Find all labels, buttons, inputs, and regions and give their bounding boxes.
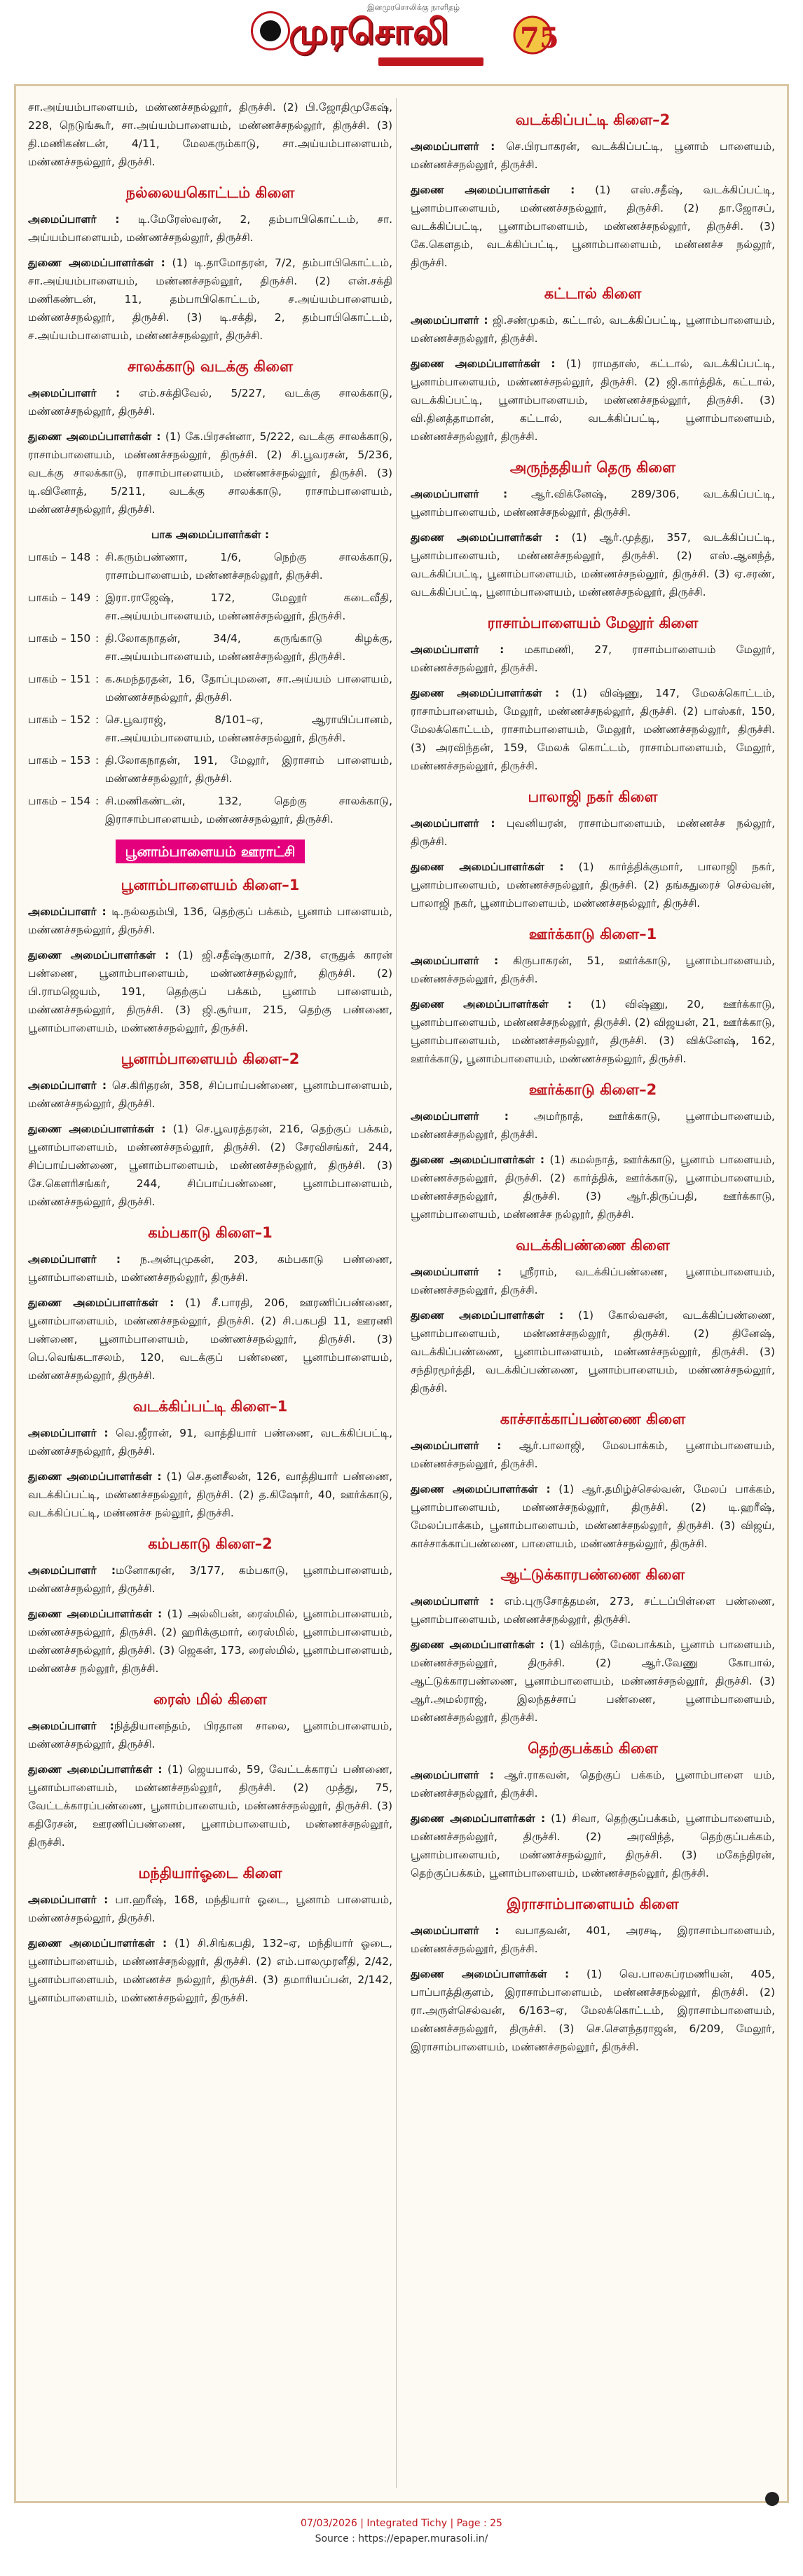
organizer-details: ஆர்.ராகவன், தெற்குப் பக்கம், பூனாம்பாளை யம், மண்ணச்சநல்லூர், திருச்சி. — [411, 1769, 775, 1800]
organizer-entry — [411, 1107, 775, 1144]
organizer-entry — [411, 1921, 775, 1958]
organizer-entry — [28, 1717, 392, 1753]
branch-heading: ஆட்டுக்காரபண்ணை கிளை — [500, 1566, 685, 1583]
organizer-entry — [411, 684, 775, 775]
organizer-details: நித்தியானந்தம், பிரதான சாலை, பூனாம்பாளையம், மண்ணச்சநல்லூர், திருச்சி. — [28, 1720, 392, 1751]
page-footer — [0, 2516, 803, 2547]
organizer-details: (1) ஜி.சதீஷ்குமார், 2/38, எருதுக் காரன் பண்ணை, பூனாம்பாளையம், மண்ணச்சநல்லூர், திருச்சி. (2) பி.ராமஜெயம், 191, தெற்குப் பக்கம், பூனாம் பாளையம், மண்ணச்சநல்லூர், திருச்சி. (3) ஜி.சூர்யா, 215, தெற்கு பண்ணை, பூனாம்பாளையம், மண்ணச்சநல்லூர், திருச்சி. — [28, 949, 393, 1034]
organizer-details: (1) செ.பூவரத்தரன், 216, தெற்குப் பக்கம், பூனாம்பாளையம், மண்ணச்சநல்லூர், திருச்சி. (2) சேரவிசங்கர், 244, சிப்பாய்பண்ணை, பூனாம்பாளையம், மண்ணச்சநல்லூர், திருச்சி. (3) சே.கௌரிசங்கர், 244, சிப்பாய்பண்ணை, பூனாம்பாளையம், மண்ணச்சநல்லூர், திருச்சி. — [28, 1123, 392, 1208]
organizer-entry — [28, 1076, 392, 1113]
branch-heading: பூனாம்பாளையம் கிளை–1 — [121, 877, 300, 893]
branch-heading: ரைஸ் மில் கிளை — [153, 1691, 268, 1708]
role-label: அமைப்பாளர் : — [28, 1253, 121, 1266]
organizer-details: (1) விஷ்ணு, 147, மேலக்கொட்டம், ராசாம்பாளையம், மேலூர், மண்ணச்சநல்லூர், திருச்சி. (2) பாஸ்கர், 150, மேலக்கொட்டம், ராசாம்பாளையம், மேலூர், மண்ணச்சநல்லூர், திருச்சி. (3) அரவிந்தன், 159, மேலக் கொட்டம், ராசாம்பாளையம், மேலூர், மண்ணச்சநல்லூர், திருச்சி. — [411, 687, 776, 772]
left-column — [28, 98, 392, 2014]
organizer-entry — [28, 1424, 392, 1460]
branch-heading: சாலக்காடு வடக்கு கிளை — [127, 358, 294, 375]
organizer-details: (1) கமல்நாத், ஊர்க்காடு, பூனாம் பாளையம், மண்ணச்சநல்லூர், திருச்சி. (2) கார்த்திக், ஊர்க்காடு, பூனாம்பாளையம், மண்ணச்சநல்லூர், திருச்சி. (3) ஆர்.திருப்பதி, ஊர்க்காடு, பூனாம்பாளையம், மண்ணச்ச நல்லூர், திருச்சி. — [411, 1153, 775, 1221]
footer-source-link[interactable]: Source : https://epaper.murasoli.in/ — [315, 2533, 488, 2544]
organizer-details: ஸ்ரீராம், வடக்கிப்பண்ணை, பூனாம்பாளையம், மண்ணச்சநல்லூர், திருச்சி. — [411, 1266, 775, 1296]
organizer-entry — [411, 485, 775, 521]
role-label: அமைப்பாளர் : — [28, 905, 107, 918]
organizer-entry — [28, 1934, 392, 2007]
anniversary-number: 75 — [520, 22, 559, 55]
role-label: அமைப்பாளர் : — [411, 1266, 502, 1278]
organizer-entry — [28, 384, 392, 420]
branch-heading: தெற்குபக்கம் கிளை — [528, 1740, 658, 1757]
organizer-entry — [28, 210, 392, 247]
organizer-entry — [28, 903, 392, 939]
branch-heading: அருந்ததியர் தெரு கிளை — [509, 459, 676, 476]
organizer-entry — [411, 1592, 775, 1629]
booth-separator: : — [95, 632, 99, 645]
organizer-details: (1) சீ.பாரதி, 206, ஊரணிப்பண்ணை, பூனாம்பாளையம், மண்ணச்சநல்லூர், திருச்சி. (2) சி.பகபதி 11, ஊரணி பண்ணை, பூனாம்பாளையம், மண்ணச்சநல்லூர், திருச்சி. (3) பெ.வெங்கடாசலம், 120, வடக்குப் பண்ணை, பூனாம்பாளையம், மண்ணச்சநல்லூர், திருச்சி. — [28, 1296, 393, 1382]
organizer-details: (1) செ.தனசீலன், 126, வாத்தியார் பண்ணை, வடக்கிப்பட்டி, மண்ணச்சநல்லூர், திருச்சி. (2) த.கிஷோர், 40, ஊர்க்காடு, வடக்கிப்பட்டி, மண்ணச்ச நல்லூர், திருச்சி. — [28, 1470, 392, 1519]
organizer-entry — [28, 427, 392, 519]
organizer-details: (1) டி.தாமோதரன், 7/2, தம்பாபிகொட்டம், சா.அய்யம்பாளையம், மண்ணச்சநல்லூர், திருச்சி. (2) என்.சக்தி மணிகண்டன், 11, தம்பாபிகொட்டம், ச.அய்யம்பாளையம், மண்ணச்சநல்லூர், திருச்சி. (3) டி.சக்தி, 2, தம்பாபிகொட்டம், ச.அய்யம்பாளையம், மண்ணச்சநல்லூர், திருச்சி. — [28, 256, 392, 342]
organizer-details: ஆர்.விக்னேஷ், 289/306, வடக்கிப்பட்டி, பூனாம்பாளையம், மண்ணச்சநல்லூர், திருச்சி. — [411, 488, 775, 519]
booth-organizer: தி.லோகநாதன், 34/4, கருங்காடு கிழக்கு, சா.அய்யம்பாளையம், மண்ணச்சநல்லூர், திருச்சி. — [105, 632, 392, 663]
anniversary-75-badge-icon — [490, 7, 559, 67]
booth-number: பாகம் – 151 — [28, 673, 91, 685]
booth-organizer: செ.பூவராஜ், 8/101–ஏ, ஆராயிப்பானம், சா.அய்யம்பாளையம், மண்ணச்சநல்லூர், திருச்சி. — [105, 713, 392, 744]
organizer-entry — [28, 946, 392, 1037]
branch-heading: ராசாம்பாளையம் மேலூர் கிளை — [487, 615, 699, 631]
role-label: அமைப்பாளர் : — [28, 387, 121, 399]
organizer-entry — [28, 98, 392, 171]
role-label: அமைப்பாளர் : — [411, 140, 495, 153]
role-label: அமைப்பாளர் : — [411, 1924, 500, 1937]
booth-row — [28, 792, 392, 828]
role-label: அமைப்பாளர் : — [411, 817, 495, 830]
masthead-title: முரசொலி — [289, 11, 449, 52]
organizer-details: கிருபாகரன், 51, ஊர்க்காடு, பூனாம்பாளையம், மண்ணச்சநல்லூர், திருச்சி. — [411, 954, 775, 985]
role-label: துணை அமைப்பாளர்கள் : — [411, 1483, 551, 1495]
branch-heading: இராசாம்பாளையம் கிளை — [507, 1896, 679, 1912]
masthead-tagline: இனமுரசொலிக்கு நாளிதழ் — [366, 3, 460, 12]
organizer-details: ஜி.சண்முகம், கட்டால், வடக்கிப்பட்டி, பூனாம்பாளையம், மண்ணச்சநல்லூர், திருச்சி. — [411, 314, 775, 345]
role-label: துணை அமைப்பாளர்கள் : — [28, 1763, 163, 1776]
role-label: துணை அமைப்பாளர்கள் : — [411, 1812, 546, 1825]
organizer-entry — [28, 254, 392, 345]
role-label: அமைப்பாளர் : — [28, 1427, 109, 1439]
organizer-entry — [28, 1760, 392, 1851]
organizer-entry — [411, 1480, 775, 1553]
organizer-entry — [28, 1467, 392, 1522]
role-label: அமைப்பாளர் : — [411, 1595, 494, 1608]
organizer-details: வபாதவன், 401, அரசடி, இராசாம்பாளையம், மண்ணச்சநல்லூர், திருச்சி. — [411, 1924, 775, 1955]
organizer-entry — [28, 1250, 392, 1287]
organizer-entry — [28, 1561, 392, 1598]
booth-organizer: க.சுமந்தரதன், 16, தோப்புமனை, சா.அய்யம் பாளையம், மண்ணச்சநல்லூர், திருச்சி. — [105, 673, 392, 704]
role-label: அமைப்பாளர் : — [28, 1893, 109, 1906]
booth-organizers-heading: பாக அமைப்பாளர்கள் : — [151, 528, 270, 541]
organizer-entry — [411, 640, 775, 677]
branch-heading: பாலாஜி நகர் கிளை — [528, 788, 658, 805]
booth-row — [28, 751, 392, 788]
role-label: துணை அமைப்பாளர்கள் : — [411, 687, 560, 699]
organizer-details: (1) ராமதாஸ், கட்டால், வடக்கிப்பட்டி, பூனாம்பாளையம், மண்ணச்சநல்லூர், திருச்சி. (2) ஜி.கார்த்திக், கட்டால், வடக்கிப்பட்டி, பூனாம்பாளையம், மண்ணச்சநல்லூர், திருச்சி. (3) வி.தினத்தாமான், கட்டால், வடக்கிப்பட்டி, பூனாம்பாளையம், மண்ணச்சநல்லூர், திருச்சி. — [411, 357, 775, 443]
booth-row — [28, 589, 392, 625]
organizer-entry — [411, 1809, 775, 1882]
masthead-subbar — [378, 57, 483, 66]
role-label: அமைப்பாளர் : — [28, 213, 120, 226]
organizer-entry — [411, 355, 775, 446]
organizer-details: (1) விக்ரந், மேலபாக்கம், பூனாம் பாளையம், மண்ணச்சநல்லூர், திருச்சி. (2) ஆர்.வேணு கோபால், ஆட்டுக்காரபண்ணை, பூனாம்பாளையம், மண்ணச்சநல்லூர், திருச்சி. (3) ஆர்.அமல்ராஜ், இலந்தச்சாப் பண்ணை, பூனாம்பாளையம், மண்ணச்சநல்லூர், திருச்சி. — [411, 1638, 775, 1724]
booth-organizer: தி.லோகநாதன், 191, மேலூர், இராசாம் பாளையம், மண்ணச்சநல்லூர், திருச்சி. — [105, 754, 392, 785]
organizer-entry — [411, 1766, 775, 1802]
role-label: துணை அமைப்பாளர்கள் : — [411, 861, 564, 873]
organizer-entry — [411, 181, 775, 272]
organizer-entry — [411, 814, 775, 851]
organizer-entry — [411, 1151, 775, 1224]
role-label: துணை அமைப்பாளர்கள் : — [411, 1968, 570, 1980]
organizer-entry — [411, 995, 775, 1068]
organizer-details: டி.நல்லதம்பி, 136, தெற்குப் பக்கம், பூனாம் பாளையம், மண்ணச்சநல்லூர், திருச்சி. — [28, 905, 392, 936]
booth-number: பாகம் – 148 — [28, 551, 91, 563]
branch-heading: ஊர்க்காடு கிளை–2 — [528, 1081, 657, 1098]
booth-number: பாகம் – 150 — [28, 632, 91, 645]
organizer-entry — [411, 137, 775, 174]
role-label: துணை அமைப்பாளர்கள் : — [411, 531, 559, 544]
branch-heading: வடக்கிபண்ணை கிளை — [516, 1237, 670, 1254]
role-label: அமைப்பாளர் : — [411, 1110, 509, 1123]
organizer-entry — [28, 1891, 392, 1927]
branch-heading: ஊர்க்காடு கிளை–1 — [528, 926, 657, 943]
organizer-details: (1) அல்லிபன், ரைஸ்மில், பூனாம்பாளையம், மண்ணச்சநல்லூர், திருச்சி. (2) ஹரிக்குமார், ரைஸ்மில், பூனாம்பாளையம், மண்ணச்சநல்லூர், திருச்சி. (3) ஜெகன், 173, ரைஸ்மில், பூனாம்பாளையம், மண்ணச்ச நல்லூர், திருச்சி. — [28, 1608, 392, 1675]
organizer-details: (1) விஷ்ணு, 20, ஊர்க்காடு, பூனாம்பாளையம், மண்ணச்சநல்லூர், திருச்சி. (2) விஜயன், 21, ஊர்க்காடு, பூனாம்பாளையம், மண்ணச்சநல்லூர், திருச்சி. (3) விக்னேஷ், 162, ஊர்க்காடு, பூனாம்பாளையம், மண்ணச்சநல்லூர், திருச்சி. — [411, 998, 775, 1065]
party-emblem-icon — [251, 11, 290, 50]
organizer-entry — [411, 528, 775, 601]
organizer-details: (1) கே.பிரசன்னா, 5/222, வடக்கு சாலக்காடு, ராசாம்பாளையம், மண்ணச்சநல்லூர், திருச்சி. (2) சி.பூவரசன், 5/236, வடக்கு சாலக்காடு, ராசாம்பாளையம், மண்ணச்சநல்லூர், திருச்சி. (3) டி.வினோத், 5/211, வடக்கு சாலக்காடு, ராசாம்பாளையம், மண்ணச்சநல்லூர், திருச்சி. — [28, 430, 393, 516]
organizer-details: (1) ஆர்.முத்து, 357, வடக்கிப்பட்டி, பூனாம்பாளையம், மண்ணச்சநல்லூர், திருச்சி. (2) எஸ்.ஆனந்த், வடக்கிப்பட்டி, பூனாம்பாளையம், மண்ணச்சநல்லூர், திருச்சி. (3) ஏ.சரண், வடக்கிப்பட்டி, பூனாம்பாளையம், மண்ணச்சநல்லூர், திருச்சி. — [411, 531, 775, 598]
role-label: அமைப்பாளர் : — [411, 488, 508, 500]
booth-row — [28, 629, 392, 666]
booth-number: பாகம் – 152 — [28, 713, 91, 726]
organizer-details: ஆர்.பாலாஜி, மேலபாக்கம், பூனாம்பாளையம், மண்ணச்சநல்லூர், திருச்சி. — [411, 1439, 775, 1470]
role-label: துணை அமைப்பாளர்கள் : — [28, 430, 161, 443]
organizer-details: (1) கோல்வசன், வடக்கிப்பண்ணை, பூனாம்பாளையம், மண்ணச்சநல்லூர், திருச்சி. (2) தினேஷ், வடக்கிப்பண்ணை, பூனாம்பாளையம், மண்ணச்சநல்லூர், திருச்சி. (3) சந்திரமூர்த்தி, வடக்கிப்பண்ணை, பூனாம்பாளையம், மண்ணச்சநல்லூர், திருச்சி. — [411, 1309, 775, 1395]
masthead — [0, 0, 803, 84]
organizer-details: (1) கார்த்திக்குமார், பாலாஜி நகர், பூனாம்பாளையம், மண்ணச்சநல்லூர், திருச்சி. (2) தங்கதுரைச் செல்வன், பாலாஜி நகர், பூனாம்பாளையம், மண்ணச்சநல்லூர், திருச்சி. — [411, 861, 775, 910]
booth-separator: : — [95, 673, 99, 685]
organizer-entry — [411, 1437, 775, 1473]
role-label: துணை அமைப்பாளர்கள் : — [411, 1309, 564, 1322]
organizer-entry — [411, 1263, 775, 1299]
role-label: துணை அமைப்பாளர்கள் : — [411, 357, 556, 370]
role-label: துணை அமைப்பாளர்கள் : — [28, 1937, 167, 1950]
booth-number: பாகம் – 153 — [28, 754, 91, 767]
panchayat-heading: பூனாம்பாளையம் ஊராட்சி — [116, 840, 306, 863]
role-label: அமைப்பாளர் : — [411, 954, 499, 967]
role-label: அமைப்பாளர் : — [411, 643, 505, 656]
footer-page-info: 07/03/2026 | Integrated Tichy | Page : 25 — [301, 2518, 502, 2529]
role-label: அமைப்பாளர் : — [411, 1769, 494, 1781]
organizer-details: செ.கிரிதரன், 358, சிப்பாய்பண்ணை, பூனாம்பாளையம், மண்ணச்சநல்லூர், திருச்சி. — [28, 1079, 392, 1110]
role-label: துணை அமைப்பாளர்கள் : — [28, 949, 170, 961]
role-label: அமைப்பாளர் : — [28, 1564, 116, 1577]
organizer-details: செ.பிரபாகரன், வடக்கிப்பட்டி, பூனாம் பாளையம், மண்ணச்சநல்லூர், திருச்சி. — [411, 140, 775, 171]
organizer-details: புவனியரன், ராசாம்பாளையம், மண்ணச்ச நல்லூர், திருச்சி. — [411, 817, 775, 848]
booth-row — [28, 711, 392, 747]
organizer-details: (1) ஆர்.தமிழ்ச்செல்வன், மேலப் பாக்கம், பூனாம்பாளையம், மண்ணச்சநல்லூர், திருச்சி. (2) டி.ஹரீஷ், மேலப்பாக்கம், பூனாம்பாளையம், மண்ணச்சநல்லூர், திருச்சி. (3) விஜய், காச்சாக்காப்பண்ணை, பாளையம், மண்ணச்சநல்லூர், திருச்சி. — [411, 1483, 776, 1550]
role-label: துணை அமைப்பாளர்கள் : — [28, 1123, 166, 1135]
organizer-entry — [411, 1965, 775, 2056]
organizer-details: (1) ஜெயபால், 59, வேட்டக்காரப் பண்ணை, பூனாம்பாளையம், மண்ணச்சநல்லூர், திருச்சி. (2) முத்து, 75, வேட்டக்காரப்பண்ணை, பூனாம்பாளையம், மண்ணச்சநல்லூர், திருச்சி. (3) கதிரேசன், ஊரணிப்பண்ணை, பூனாம்பாளையம், மண்ணச்சநல்லூர், திருச்சி. — [28, 1763, 392, 1849]
organizer-details: (1) சிவா, தெற்குப்பக்கம், பூனாம்பாளையம், மண்ணச்சநல்லூர், திருச்சி. (2) அரவிந்த், தெற்குப்பக்கம், பூனாம்பாளையம், மண்ணச்சநல்லூர், திருச்சி. (3) மகேந்திரன், தெற்குப்பக்கம், பூனாம்பாளையம், மண்ணச்சநல்லூர், திருச்சி. — [411, 1812, 775, 1879]
organizer-details: அமர்நாத், ஊர்க்காடு, பூனாம்பாளையம், மண்ணச்சநல்லூர், திருச்சி. — [411, 1110, 775, 1141]
booth-separator: : — [95, 713, 99, 726]
organizer-details: எம்.சக்திவேல், 5/227, வடக்கு சாலக்காடு, மண்ணச்சநல்லூர், திருச்சி. — [28, 387, 392, 418]
role-label: அமைப்பாளர் : — [28, 1720, 114, 1732]
branch-heading: வடக்கிப்பட்டி கிளை–1 — [132, 1398, 288, 1415]
organizer-entry — [411, 952, 775, 988]
right-column — [411, 98, 775, 2063]
organizer-details: மகாமணி, 27, ராசாம்பாளையம் மேலூர், மண்ணச்சநல்லூர், திருச்சி. — [411, 643, 775, 674]
role-label: துணை அமைப்பாளர்கள் : — [411, 1638, 544, 1651]
booth-separator: : — [95, 754, 99, 767]
organizer-entry — [411, 858, 775, 912]
booth-row — [28, 548, 392, 584]
booth-row — [28, 670, 392, 706]
role-label: துணை அமைப்பாளர்கள் : — [28, 1608, 163, 1620]
branch-heading: கம்பகாடு கிளை–2 — [148, 1535, 273, 1552]
booth-separator: : — [95, 551, 99, 563]
branch-heading: நல்லையகொட்டம் கிளை — [125, 184, 295, 201]
organizer-entry — [28, 1294, 392, 1385]
booth-number: பாகம் – 149 — [28, 591, 91, 604]
role-label: துணை அமைப்பாளர்கள் : — [28, 1296, 174, 1309]
booth-separator: : — [95, 795, 99, 807]
organizer-entry — [411, 1636, 775, 1727]
role-label: துணை அமைப்பாளர்கள் : — [28, 1470, 162, 1483]
branch-heading: காச்சாக்காப்பண்ணை கிளை — [500, 1411, 686, 1427]
role-label: அமைப்பாளர் : — [28, 1079, 107, 1092]
role-label: துணை அமைப்பாளர்கள் : — [411, 998, 572, 1010]
booth-number: பாகம் – 154 — [28, 795, 91, 807]
booth-organizer: சி.கரும்பண்ணா, 1/6, நெற்கு சாலக்காடு, ராசாம்பாளையம், மண்ணச்சநல்லூர், திருச்சி. — [105, 551, 392, 582]
organizer-entry — [411, 311, 775, 348]
organizer-details: சா.அய்யம்பாளையம், மண்ணச்சநல்லூர், திருச்சி. (2) பி.ஜோதிமுகேஷ், 228, நெடுங்கூர், சா.அய்யம்பாளையம், மண்ணச்சநல்லூர், திருச்சி. (3) தி.மணிகண்டன், 4/11, மேலகரும்காடு, சா.அய்யம்பாளையம், மண்ணச்சநல்லூர், திருச்சி. — [28, 101, 392, 168]
organizer-details: பா.ஹரீஷ், 168, மந்தியார் ஓடை, பூனாம் பாளையம், மண்ணச்சநல்லூர், திருச்சி. — [28, 1893, 392, 1924]
role-label: துணை அமைப்பாளர்கள் : — [411, 184, 575, 196]
organizer-details: வெ.ஜீரான், 91, வாத்தியார் பண்ணை, வடக்கிப்பட்டி, மண்ணச்சநல்லூர், திருச்சி. — [28, 1427, 393, 1458]
organizer-details: மனோகரன், 3/177, கம்பகாடு, பூனாம்பாளையம், மண்ணச்சநல்லூர், திருச்சி. — [28, 1564, 393, 1595]
booth-organizer: சி.மணிகண்டன், 132, தெற்கு சாலக்காடு, இராசாம்பாளையம், மண்ணச்சநல்லூர், திருச்சி. — [105, 795, 392, 825]
role-label: துணை அமைப்பாளர்கள் : — [28, 256, 165, 269]
organizer-details: (1) எஸ்.சதீஷ், வடக்கிப்பட்டி, பூனாம்பாளையம், மண்ணச்சநல்லூர், திருச்சி. (2) தா.ஜோசப், வடக்கிப்பட்டி, பூனாம்பாளையம், மண்ணச்சநல்லூர், திருச்சி. (3) கே.கௌதம், வடக்கிப்பட்டி, பூனாம்பாளையம், மண்ணச்ச நல்லூர், திருச்சி. — [411, 184, 775, 269]
organizer-entry — [28, 1605, 392, 1678]
branch-heading: வடக்கிப்பட்டி கிளை–2 — [515, 111, 671, 128]
organizer-entry — [411, 1306, 775, 1397]
organizer-details: (1) வெ.பாலசுப்ரமணியன், 405, பாப்பாத்திகுளம், இராசாம்பாளையம், மண்ணச்சநல்லூர், திருச்சி. (2) ரா.அருள்செல்வன், 6/163–ஏ, மேலக்கொட்டம், இராசாம்பாளையம், மண்ணச்சநல்லூர், திருச்சி. (3) செ.சௌந்தராஜன், 6/209, மேலூர், இராசாம்பாளையம், மண்ணச்சநல்லூர், திருச்சி. — [411, 1968, 775, 2053]
organizer-details: எம்.புருசோத்தமன், 273, சட்டப்பிள்ளை பண்ணை, பூனாம்பாளையம், மண்ணச்சநல்லூர், திருச்சி. — [411, 1595, 775, 1626]
branch-heading: கம்பகாடு கிளை–1 — [148, 1224, 273, 1241]
role-label: அமைப்பாளர் : — [411, 314, 488, 327]
booth-organizer: இரா.ராஜேஷ், 172, மேலூர் கடைவீதி, சா.அய்யம்பாளையம், மண்ணச்சநல்லூர், திருச்சி. — [105, 591, 392, 622]
organizer-details: (1) சி.சிங்கபதி, 132–ஏ, மந்தியார் ஓடை, பூனாம்பாளையம், மண்ணச்சநல்லூர், திருச்சி. (2) எம்.பாலமுரளீதி, 2/42, பூனாம்பாளையம், மண்ணச்ச நல்லூர், திருச்சி. (3) தமாரியப்பன், 2/142, பூனாம்பாளையம், மண்ணச்சநல்லூர், திருச்சி. — [28, 1937, 392, 2004]
branch-heading: பூனாம்பாளையம் கிளை–2 — [121, 1050, 300, 1067]
booth-separator: : — [95, 591, 99, 604]
branch-heading: மந்தியார்ஓடை கிளை — [138, 1865, 282, 1882]
column-divider — [396, 98, 397, 2488]
page-end-dot — [765, 2492, 779, 2506]
organizer-details: டி.மேரேஸ்வரன், 2, தம்பாபிகொட்டம், சா. அய்யம்பாளையம், மண்ணச்சநல்லூர், திருச்சி. — [28, 213, 392, 244]
organizer-entry — [28, 1120, 392, 1211]
branch-heading: கட்டால் கிளை — [544, 285, 642, 302]
organizer-details: ந.அன்புமுகன், 203, கம்பகாடு பண்ணை, பூனாம்பாளையம், மண்ணச்சநல்லூர், திருச்சி. — [28, 1253, 392, 1284]
role-label: துணை அமைப்பாளர்கள் : — [411, 1153, 545, 1166]
role-label: அமைப்பாளர் : — [411, 1439, 502, 1452]
